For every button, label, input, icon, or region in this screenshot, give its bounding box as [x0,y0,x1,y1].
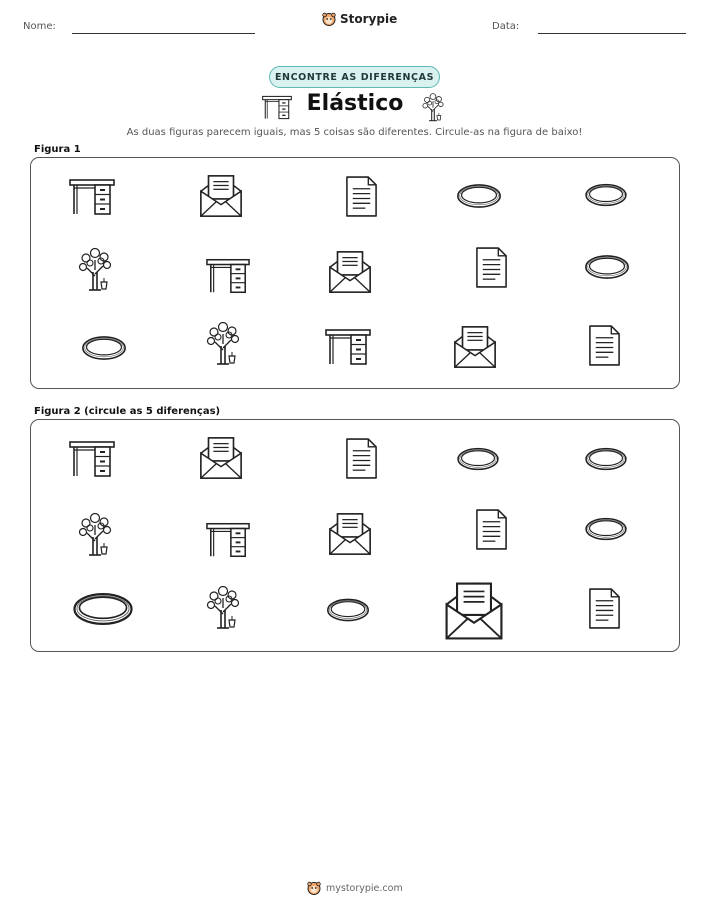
rubber-band-icon [81,334,127,362]
tree-icon[interactable] [77,511,113,557]
document-icon [587,324,622,367]
footer-url[interactable]: mystorypie.com [326,882,403,894]
document-icon[interactable] [474,508,509,551]
document-icon [474,246,509,289]
figure1-label: Figura 1 [34,144,81,155]
page-title: Elástico [306,91,404,116]
envelope-icon [199,174,243,218]
envelope-icon[interactable] [199,436,243,480]
envelope-icon [453,325,497,369]
name-label: Nome: [23,21,56,32]
tree-icon [77,246,113,292]
envelope-icon[interactable] [444,580,504,642]
figure2-label: Figura 2 (circule as 5 diferenças) [34,406,221,417]
desk-icon [325,328,371,366]
storypie-mascot-icon [322,12,336,26]
desk-icon [206,257,250,295]
storypie-mascot-icon [307,881,321,895]
desk-icon[interactable] [206,521,250,559]
desk-icon [262,95,292,120]
rubber-band-icon[interactable] [584,516,628,542]
name-line[interactable] [72,33,255,34]
brand-logo [322,12,397,26]
document-icon[interactable] [587,587,622,630]
document-icon [344,175,379,218]
rubber-band-icon[interactable] [584,446,628,472]
instructions: As duas figuras parecem iguais, mas 5 coisas são diferentes. Circule-as na figura de baixo! [126,127,583,138]
envelope-icon[interactable] [328,512,372,556]
rubber-band-icon [584,182,628,208]
tree-icon [205,320,241,366]
rubber-band-icon [584,253,630,281]
tree-icon [421,92,445,122]
footer [307,881,403,895]
desk-icon[interactable] [69,440,115,478]
rubber-band-icon[interactable] [456,446,500,472]
tree-icon[interactable] [205,584,241,630]
rubber-band-icon[interactable] [72,590,134,628]
envelope-icon [328,250,372,294]
date-label: Data: [492,21,520,32]
activity-badge: ENCONTRE AS DIFERENÇAS [269,66,440,88]
document-icon[interactable] [344,437,379,480]
date-line[interactable] [538,33,686,34]
rubber-band-icon[interactable] [326,596,370,624]
brand-name: Storypie [340,12,398,26]
desk-icon [69,178,115,216]
rubber-band-icon [456,182,502,210]
